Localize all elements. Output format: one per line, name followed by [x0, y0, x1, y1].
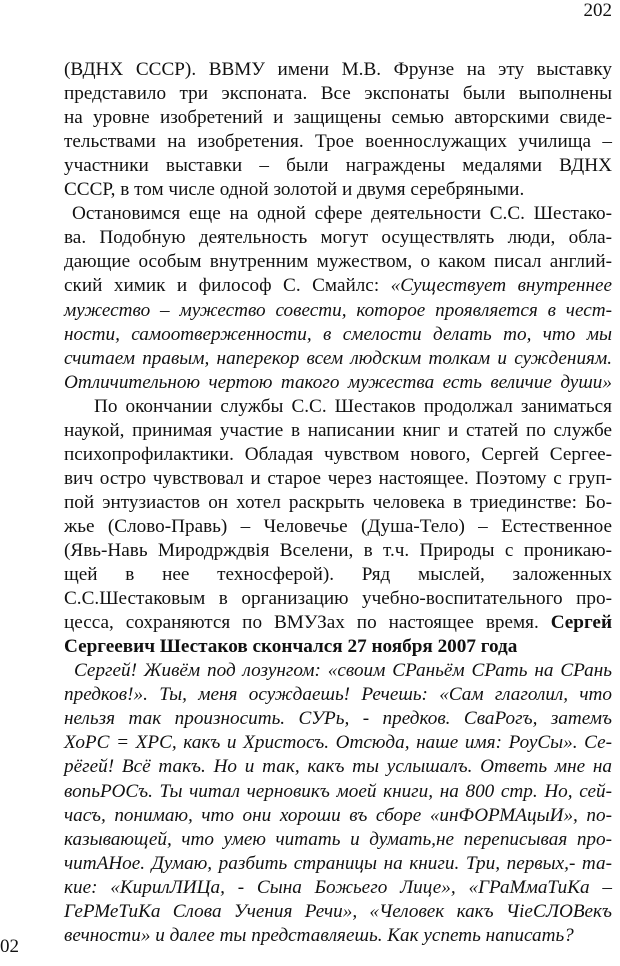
text-line: По окончании службы С.С. Шестаков продолжал заниматься	[94, 395, 612, 417]
text-line: ХоРС = ХРС, какъ и Христосъ. Отсюда, наше имя: РоуСы». Се-	[64, 732, 612, 754]
text-line: участники выставки – были награждены медалями ВДНХ	[64, 155, 612, 177]
page-number-top: 202	[583, 0, 612, 21]
text-line: пой энтузиастов он хотел раскрыть человека в триединстве: Бо-	[64, 491, 612, 513]
text-line: вечности» и далее ты представляешь. Как успеть написать?	[64, 924, 574, 946]
text-line: наукой, принимая участие в написании книг и статей по службе	[64, 419, 612, 441]
text-line: ский химик и философ С. Смайлс: «Существует внутреннее	[64, 275, 612, 297]
text-line: Сергеевич Шестаков скончался 27 ноября 2007 года	[64, 636, 518, 658]
text-line: кие: «КирилЛИЦа, - Сына Божьего Лице», «ГРаМмаТиКа –	[64, 876, 612, 898]
text-line: дающие особым внутренним мужеством, о каком писал англий-	[64, 251, 612, 273]
text-line: ности, самоотверженности, в смелости делать то, что мы	[64, 323, 612, 345]
text-line: представило три экспоната. Все экспонаты были выполнены	[64, 83, 612, 105]
text-line: мужество – мужество совести, которое проявляется в чест-	[64, 299, 612, 321]
text-line: жье (Слово-Правь) – Человечье (Душа-Тело) – Естественное	[64, 515, 612, 537]
text-line: ГеРМеТиКа Слова Учения Речи», «Человек какъ ЧіеСЛОВекъ	[64, 900, 612, 922]
text-line: тельствами на изобретения. Трое военнослужащих училища –	[64, 131, 612, 153]
text-line: Остановимся еще на одной сфере деятельности С.С. Шестако-	[72, 203, 612, 225]
text-line: считаем правым, наперекор всем людским толкам и суждениям.	[64, 347, 612, 369]
text-line: щей в нее техносферой). Ряд мыслей, заложенных	[64, 564, 612, 586]
text-line: на уровне изобретений и защищены семью авторскими свиде-	[64, 107, 612, 129]
text-line: (ВДНХ СССР). ВВМУ имени М.В. Фрунзе на эту выставку	[64, 59, 612, 80]
text-line: часъ, понимаю, что они хороши въ сборе «инФОРМАцыИ», по-	[64, 804, 612, 826]
text-line: СССР, в том числе одной золотой и двумя серебряными.	[64, 179, 525, 201]
text-line: цесса, сохраняются по ВМУЗах по настоящее время. Сергей	[64, 612, 612, 634]
text-line: С.С.Шестаковым в организацию учебно-воспитательного про-	[64, 588, 612, 610]
text-line: казывающей, что умею читать и думать,не переписывая про-	[64, 828, 612, 850]
text-line: вопьРОСъ. Ты читал черновикъ моей книги, на 800 стр. Но, сей-	[64, 780, 612, 802]
text-line: нельзя так произносить. СУРь, - предков. СваРогъ, затемъ	[64, 708, 612, 730]
text-line: рёгей! Всё такъ. Но и так, какъ ты услышалъ. Ответь мне на	[64, 756, 612, 778]
text-line: психопрофилактики. Обладая чувством нового, Сергей Сергее-	[64, 443, 612, 465]
page-number-bottom: 02	[0, 936, 19, 957]
text-line: Отличительною чертою такого мужества есть величие души»	[64, 371, 612, 393]
text-line: Сергей! Живём под лозунгом: «своим СРаньём СРать на СРань	[74, 660, 612, 682]
text-line: предков!». Ты, меня осуждаешь! Речешь: «Сам глаголил, что	[64, 684, 612, 706]
text-line: (Явь-Навь Миродрждвія Вселени, в т.ч. Природы с проникаю-	[64, 540, 612, 561]
text-line: ва. Подобную деятельность могут осуществлять люди, обла-	[64, 227, 612, 249]
text-line: вич остро чувствовал и старое через настоящее. Поэтому с груп-	[64, 467, 612, 489]
text-line: читАНое. Думаю, разбить страницы на книги. Три, первых,- та-	[64, 852, 612, 874]
